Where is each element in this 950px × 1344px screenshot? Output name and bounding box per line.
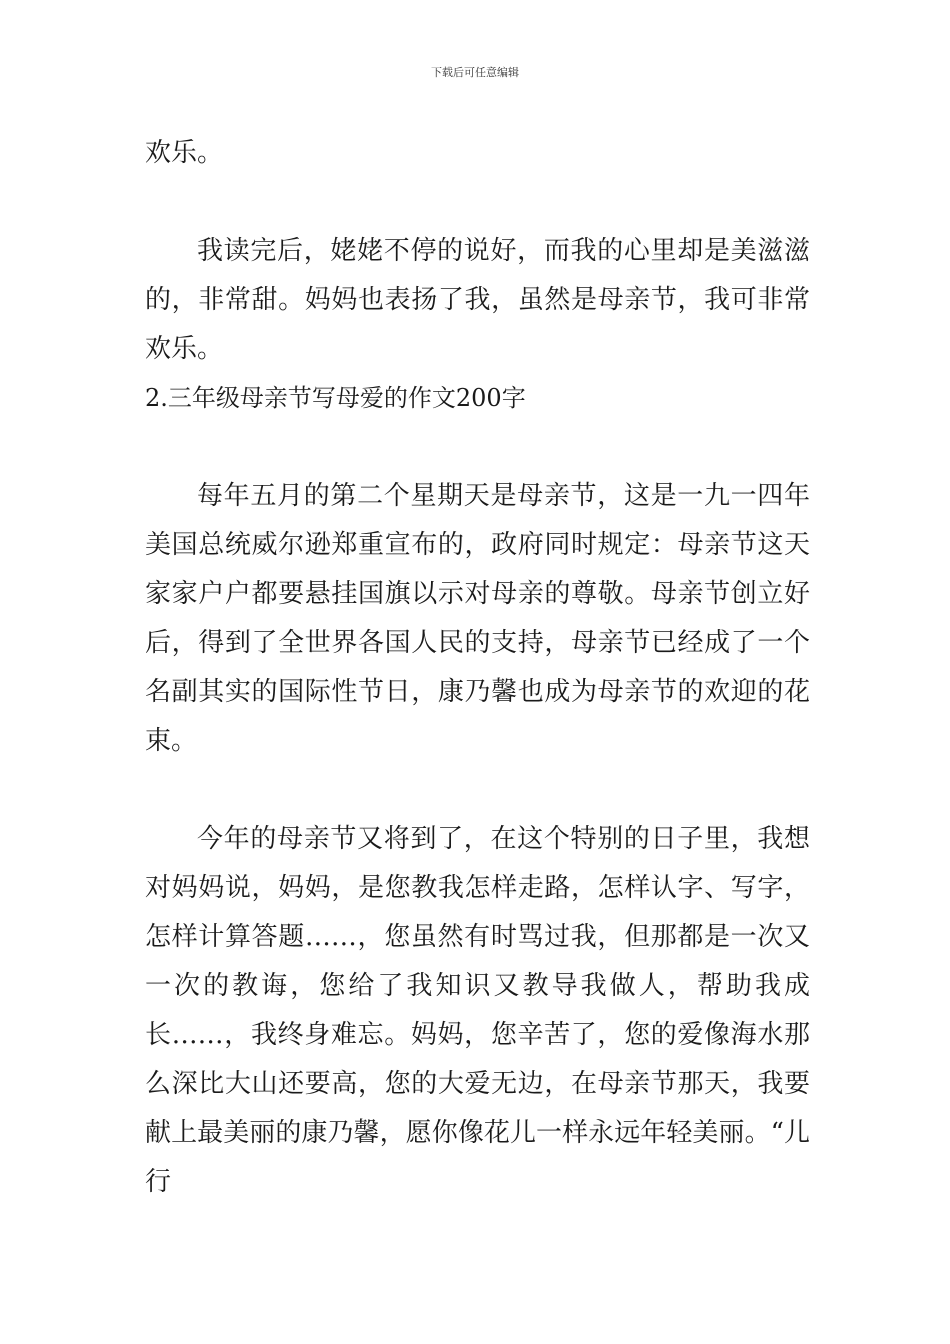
page-header: 下载后可任意编辑 — [431, 66, 519, 79]
paragraph-continuation: 欢乐。 — [145, 138, 224, 168]
paragraph-reading: 我读完后，姥姥不停的说好，而我的心里却是美滋滋的，非常甜。妈妈也表扬了我，虽然是母亲节，我可非常欢乐。 — [145, 236, 810, 364]
paragraph-message: 今年的母亲节又将到了，在这个特别的日子里，我想对妈妈说，妈妈，是您教我怎样走路，怎样认字、写字，怎样计算答题……，您虽然有时骂过我，但那都是一次又一次的教诲，您给了我知识又教导我做人，帮助我成长……，我终身难忘。妈妈，您辛苦了，您的爱像海水那么深比大山还要高，您的大爱无边，在母亲节那天，我要献上最美丽的康乃馨，愿你像花儿一样永远年轻美丽。“儿行 — [145, 824, 810, 1197]
paragraph-history: 每年五月的第二个星期天是母亲节，这是一九一四年美国总统威尔逊郑重宣布的，政府同时规定：母亲节这天家家户户都要悬挂国旗以示对母亲的尊敬。母亲节创立好后，得到了全世界各国人民的支持，母亲节已经成了一个名副其实的国际性节日，康乃馨也成为母亲节的欢迎的花束。 — [145, 481, 810, 756]
section-title: 2.三年级母亲节写母爱的作文200字 — [145, 384, 526, 412]
document-body — [145, 129, 810, 1207]
